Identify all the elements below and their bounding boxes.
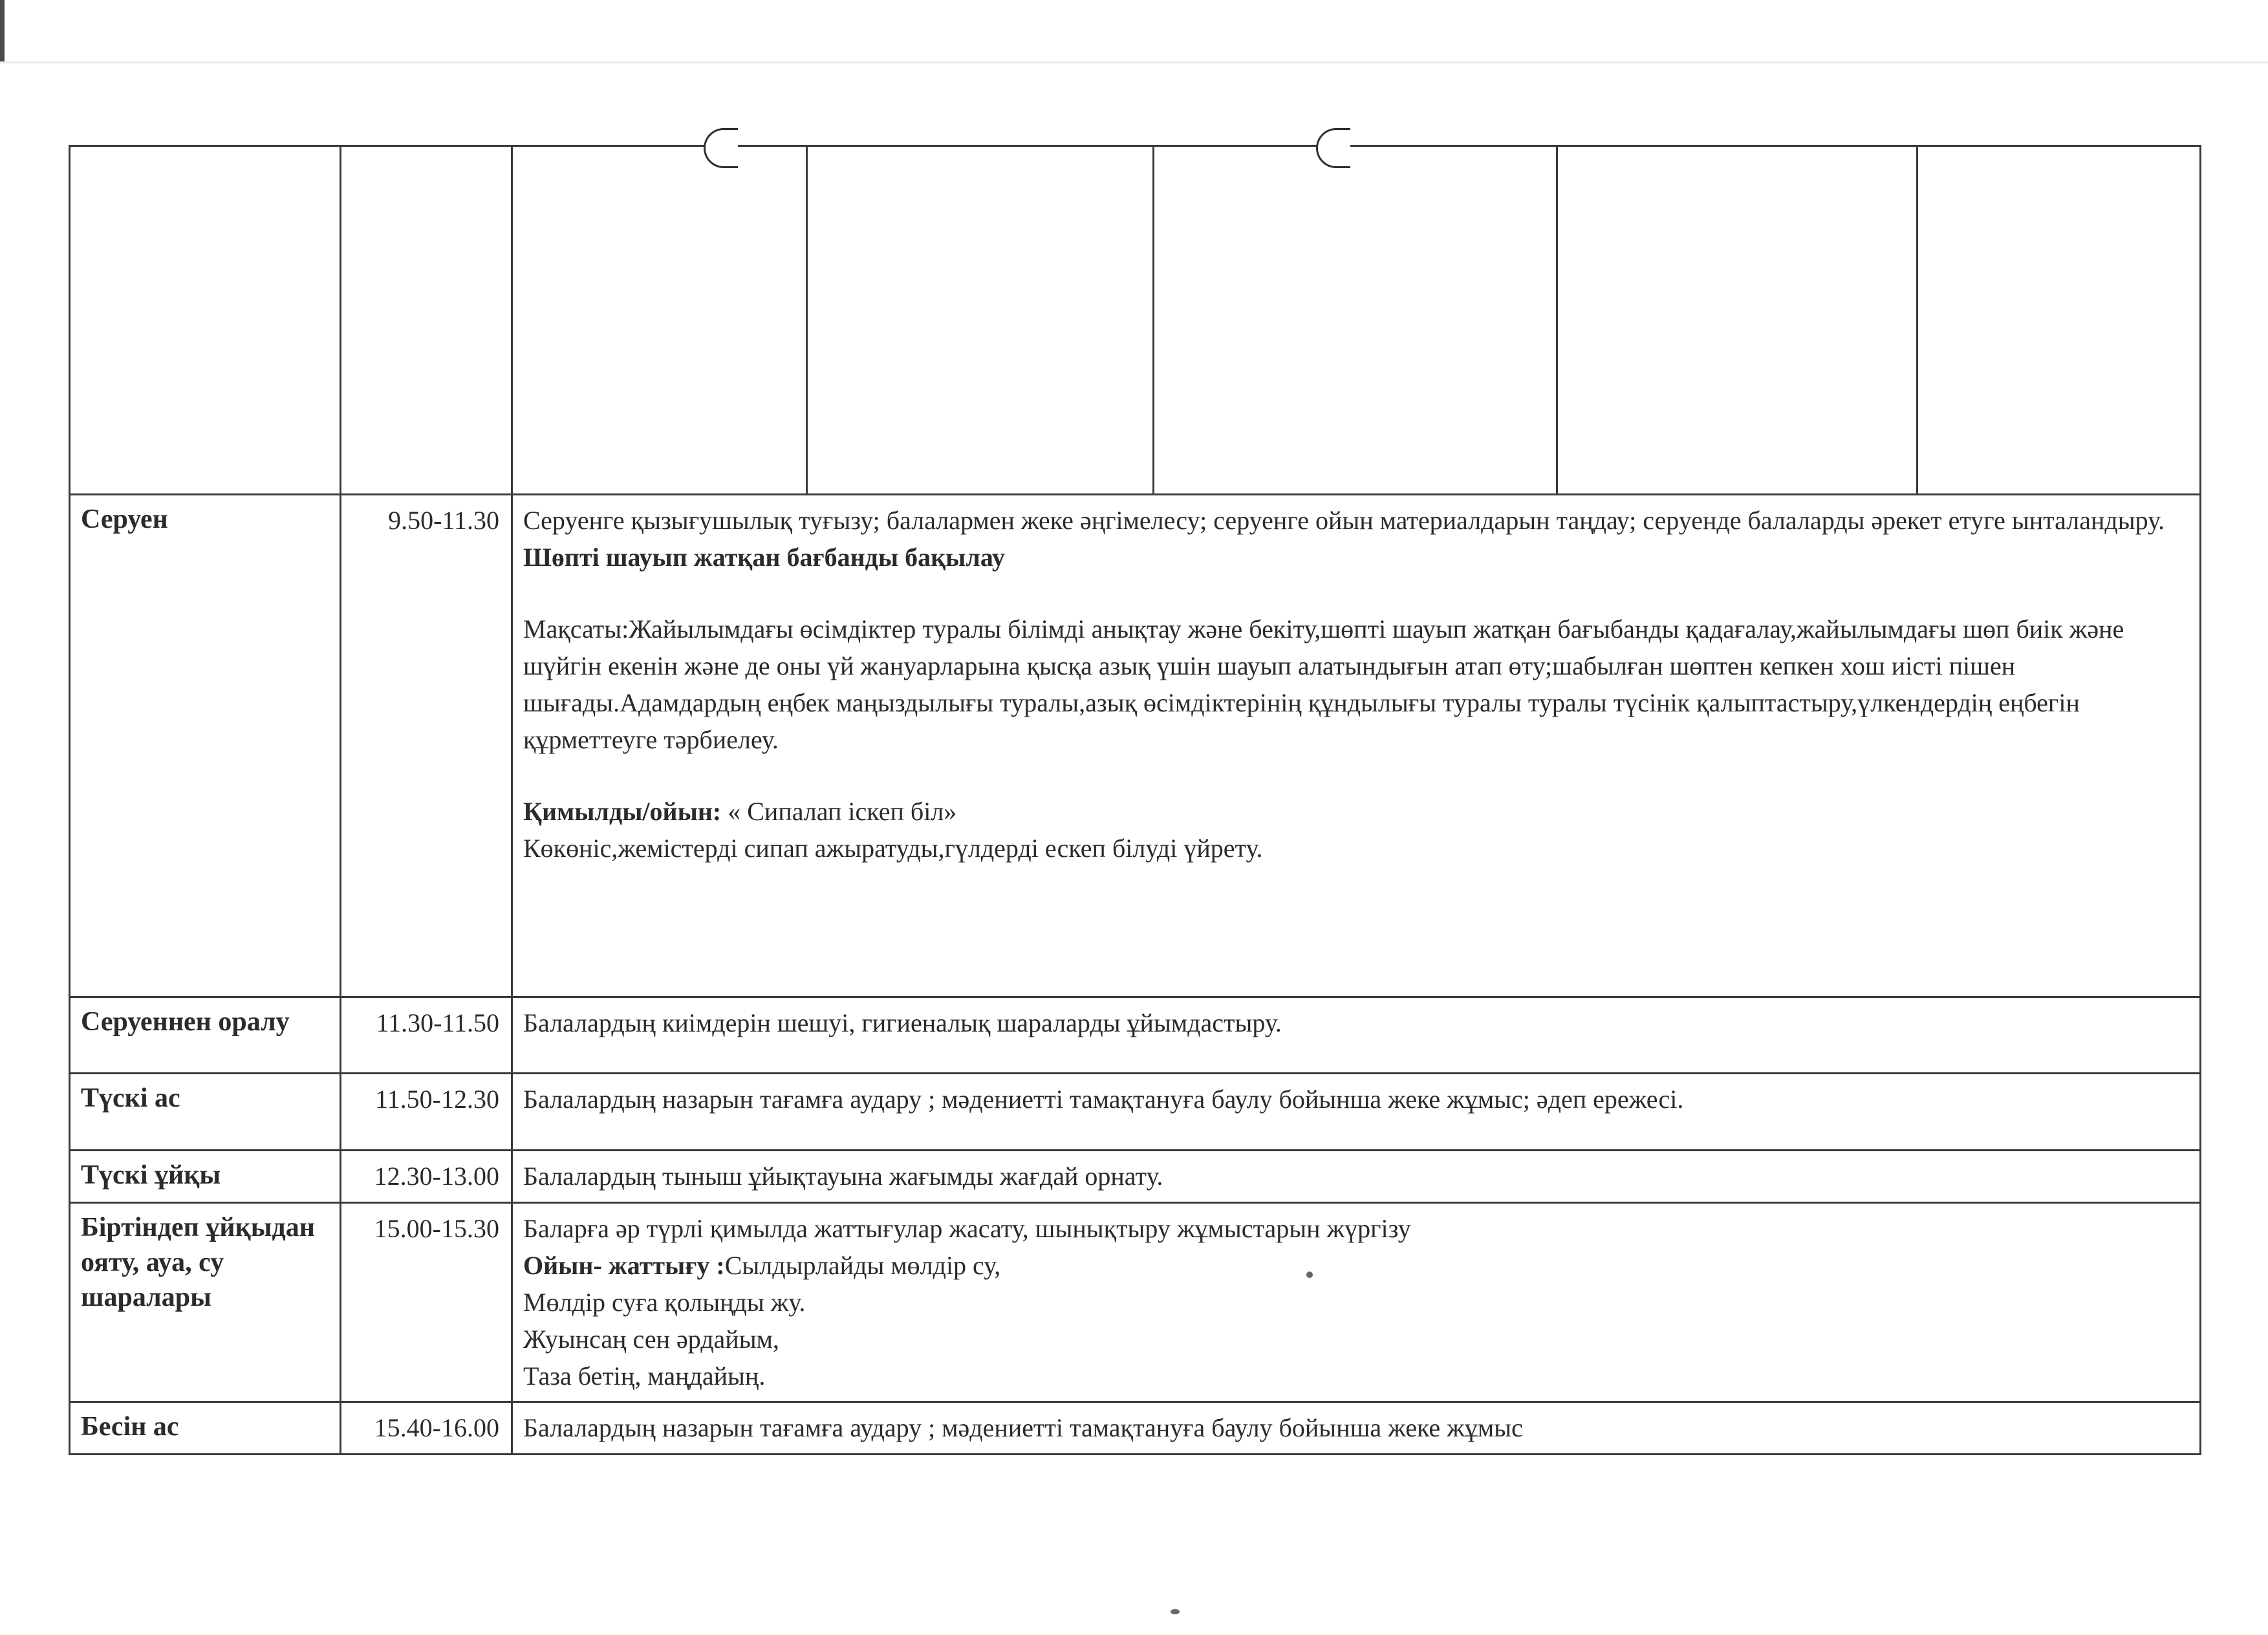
goal-text: Мақсаты:Жайылымдағы өсімдіктер туралы білімді анықтау және бекіту,шөпті шауып жатқан бағыбанды қадағалау,жайылымдағы шөп биік және шүйгін екенін және де оны үй жануарларына қысқа азық үшін шауып алатындығын атап өту;шабылған шөптен кепкен хош иісті пішен шығады.Адамдардың еңбек маңыздылығы туралы,азық өсімдіктерінің құндылығы туралы туралы түсінік қалыптастыру,үлкендердің еңбегін құрметтеуге тәрбиелеу. — [523, 614, 2124, 754]
table-row-wakeup — [70, 1203, 2201, 1402]
activity-content: Балалардың киімдерін шешуі, гигиеналық шараларды ұйымдастыру. — [512, 997, 2201, 1074]
paragraph-gap — [523, 758, 2189, 793]
activity-time: 9.50-11.30 — [341, 495, 512, 997]
activity-name: Түскі ас — [70, 1074, 341, 1151]
paragraph-gap — [523, 576, 2189, 611]
table-row-continued — [70, 146, 2201, 495]
game-text: Көкөніс,жемістерді сипап ажыратуды,гүлдерді ескеп білуді үйрету. — [523, 834, 1263, 863]
table-row-nap — [70, 1151, 2201, 1203]
game-label: Қимылды/ойын: — [523, 797, 722, 826]
scan-corner-edge — [0, 0, 5, 61]
activity-content: Балалардың назарын тағамға аудару ; мәдениетті тамақтануға баулу бойынша жеке жұмыс; әдеп ережесі. — [512, 1074, 2201, 1151]
activity-name: Біртіндеп ұйқыдан ояту, ауа, су шаралары — [70, 1203, 341, 1402]
activity-name: Түскі ұйқы — [70, 1151, 341, 1203]
table-cell — [1154, 146, 1557, 495]
activity-time: 12.30-13.00 — [341, 1151, 512, 1203]
table-cell — [341, 146, 512, 495]
table-cell — [512, 146, 807, 495]
activity-intro: Серуенге қызығушылық туғызу; балалармен жеке әңгімелесу; серуенге ойын материалдарын таңдау; серуенде балаларды әрекет етуге ынталандыру. — [523, 506, 2165, 535]
activity-text: Баларға әр түрлі қимылда жаттығулар жасату, шынықтыру жұмыстарын жүргізу — [523, 1214, 1411, 1243]
poem-line: Сылдырлайды мөлдір су, — [724, 1251, 1001, 1280]
activity-time: 15.00-15.30 — [341, 1203, 512, 1402]
poem-line: Мөлдір суға қолыңды жу. — [523, 1288, 806, 1317]
scan-top-strip — [0, 0, 2268, 63]
activity-content — [512, 495, 2201, 997]
activity-name: Серуен — [70, 495, 341, 997]
punch-hole-mark — [1316, 128, 1350, 168]
observation-title: Шөпті шауып жатқан бағбанды бақылау — [523, 543, 1005, 572]
daily-schedule-table — [69, 145, 2201, 1455]
activity-name: Серуеннен оралу — [70, 997, 341, 1074]
table-cell — [807, 146, 1154, 495]
poem-line: Таза бетің, маңдайың. — [523, 1361, 766, 1391]
scan-speck — [1306, 1272, 1313, 1278]
activity-time: 11.50-12.30 — [341, 1074, 512, 1151]
table-row-afternoon-snack — [70, 1402, 2201, 1455]
poem-line: Жуынсаң сен әрдайым, — [523, 1325, 779, 1354]
table-cell — [70, 146, 341, 495]
scan-speck — [1171, 1609, 1180, 1614]
activity-time: 15.40-16.00 — [341, 1402, 512, 1455]
punch-hole-mark — [704, 128, 738, 168]
activity-content: Балалардың тыныш ұйықтауына жағымды жағдай орнату. — [512, 1151, 2201, 1203]
table-row-seruen — [70, 495, 2201, 997]
game-label: Ойын- жаттығу : — [523, 1251, 725, 1280]
table-cell — [1557, 146, 1917, 495]
activity-name: Бесін ас — [70, 1402, 341, 1455]
game-name: « Сипалап іскеп біл» — [721, 797, 957, 826]
table-row-return — [70, 997, 2201, 1074]
activity-time: 11.30-11.50 — [341, 997, 512, 1074]
activity-content: Балалардың назарын тағамға аудару ; мәдениетті тамақтануға баулу бойынша жеке жұмыс — [512, 1402, 2201, 1455]
table-cell — [1917, 146, 2201, 495]
activity-content — [512, 1203, 2201, 1402]
table-row-lunch — [70, 1074, 2201, 1151]
